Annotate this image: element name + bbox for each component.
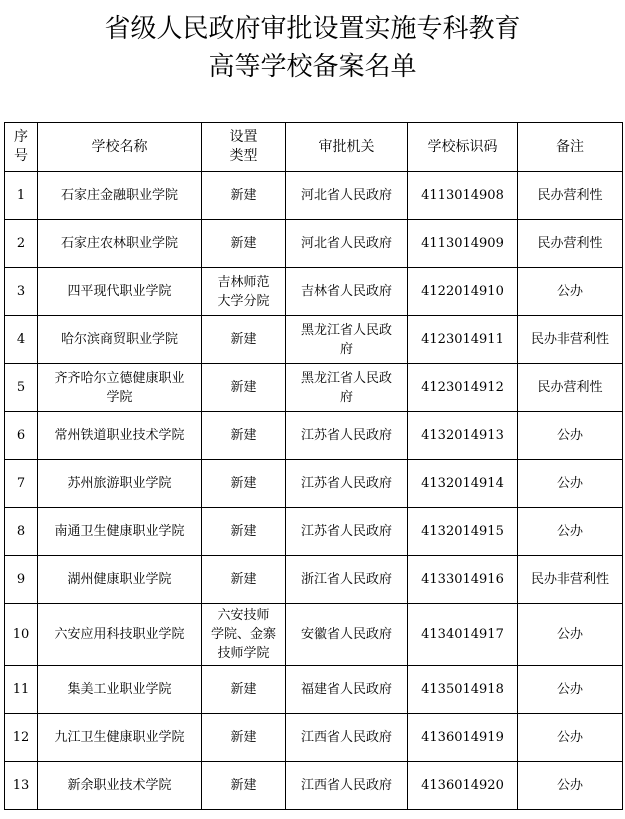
cell-school-code: 4135014918 [408, 666, 518, 714]
table-row [5, 220, 623, 268]
cell-setup-type [202, 412, 286, 460]
cell-setup-type-line: 技师学院 [217, 646, 270, 661]
table-body [5, 172, 623, 810]
cell-school-name-line: 石家庄农林职业学院 [60, 236, 178, 251]
school-filing-table [4, 122, 623, 810]
cell-approving-authority [286, 556, 408, 604]
cell-setup-type-line: 吉林师范 [217, 274, 270, 290]
header-remark: 备注 [518, 123, 623, 172]
cell-school-code: 4136014920 [408, 762, 518, 810]
header-school-name: 学校名称 [38, 123, 202, 172]
cell-index: 9 [5, 556, 38, 604]
cell-school-name [38, 364, 202, 412]
header-index-line: 号 [14, 148, 28, 164]
cell-school-name-line: 常州铁道职业技术学院 [54, 428, 185, 443]
cell-remark: 公办 [518, 666, 623, 714]
cell-index: 12 [5, 714, 38, 762]
cell-setup-type-line: 学院、金寨 [210, 627, 276, 642]
cell-approving-authority-line: 吉林省人民政府 [300, 284, 392, 299]
cell-index: 4 [5, 316, 38, 364]
cell-approving-authority-line: 江苏省人民政府 [300, 476, 392, 491]
cell-school-name-line: 石家庄金融职业学院 [60, 188, 178, 203]
cell-index: 6 [5, 412, 38, 460]
cell-setup-type [202, 460, 286, 508]
table-row [5, 556, 623, 604]
cell-school-name-line: 九江卫生健康职业学院 [54, 730, 185, 745]
cell-approving-authority [286, 172, 408, 220]
cell-setup-type [202, 364, 286, 412]
header-setup-type-line: 设置 [229, 129, 258, 145]
cell-approving-authority [286, 316, 408, 364]
cell-index: 8 [5, 508, 38, 556]
cell-school-name [38, 714, 202, 762]
cell-school-name-line: 湖州健康职业学院 [67, 572, 172, 587]
cell-school-code: 4123014911 [408, 316, 518, 364]
cell-approving-authority [286, 666, 408, 714]
cell-approving-authority-line: 江西省人民政府 [300, 778, 392, 793]
cell-school-name [38, 268, 202, 316]
cell-setup-type-line: 新建 [230, 476, 257, 491]
table-row [5, 508, 623, 556]
cell-approving-authority [286, 714, 408, 762]
cell-approving-authority-line: 浙江省人民政府 [300, 572, 392, 587]
cell-school-code: 4133014916 [408, 556, 518, 604]
cell-school-code: 4123014912 [408, 364, 518, 412]
cell-approving-authority-line: 江苏省人民政府 [300, 524, 392, 539]
cell-setup-type-line: 六安技师 [217, 608, 270, 623]
cell-setup-type-line: 新建 [230, 524, 257, 539]
cell-school-code: 4134014917 [408, 604, 518, 666]
cell-approving-authority-line: 河北省人民政府 [300, 236, 392, 251]
cell-index: 3 [5, 268, 38, 316]
table-row [5, 172, 623, 220]
cell-school-name [38, 556, 202, 604]
cell-school-name [38, 220, 202, 268]
cell-approving-authority-line: 江苏省人民政府 [300, 428, 392, 443]
cell-remark: 公办 [518, 604, 623, 666]
cell-school-name [38, 604, 202, 666]
cell-approving-authority [286, 268, 408, 316]
cell-setup-type [202, 220, 286, 268]
cell-school-code: 4132014913 [408, 412, 518, 460]
cell-remark: 公办 [518, 268, 623, 316]
table-row [5, 714, 623, 762]
table-row [5, 316, 623, 364]
cell-index: 7 [5, 460, 38, 508]
header-setup-type-line: 类型 [229, 148, 258, 164]
table-row [5, 604, 623, 666]
cell-school-name-line: 苏州旅游职业学院 [67, 476, 172, 491]
cell-school-name [38, 762, 202, 810]
cell-approving-authority [286, 460, 408, 508]
cell-setup-type [202, 762, 286, 810]
cell-school-code: 4113014908 [408, 172, 518, 220]
cell-setup-type [202, 316, 286, 364]
cell-setup-type [202, 666, 286, 714]
header-setup-type [202, 123, 286, 172]
header-school-code: 学校标识码 [408, 123, 518, 172]
header-approving-authority: 审批机关 [286, 123, 408, 172]
cell-setup-type-line: 新建 [230, 380, 257, 395]
cell-school-name-line: 四平现代职业学院 [67, 284, 172, 299]
cell-setup-type-line: 新建 [230, 428, 257, 443]
cell-remark: 公办 [518, 714, 623, 762]
cell-approving-authority [286, 364, 408, 412]
cell-setup-type-line: 新建 [230, 332, 257, 347]
cell-index: 5 [5, 364, 38, 412]
cell-remark: 公办 [518, 460, 623, 508]
table-row [5, 412, 623, 460]
cell-remark: 民办非营利性 [518, 316, 623, 364]
cell-approving-authority [286, 604, 408, 666]
cell-remark: 民办营利性 [518, 364, 623, 412]
cell-setup-type-line: 新建 [230, 730, 257, 745]
cell-remark: 民办营利性 [518, 172, 623, 220]
cell-setup-type-line: 新建 [230, 236, 257, 251]
cell-remark: 公办 [518, 412, 623, 460]
cell-setup-type-line: 大学分院 [217, 293, 270, 309]
cell-school-name-line: 学院 [106, 389, 133, 405]
cell-setup-type-line: 新建 [230, 682, 257, 697]
cell-setup-type [202, 714, 286, 762]
cell-setup-type [202, 268, 286, 316]
cell-approving-authority [286, 508, 408, 556]
cell-setup-type [202, 508, 286, 556]
cell-school-name-line: 六安应用科技职业学院 [54, 627, 185, 642]
cell-index: 1 [5, 172, 38, 220]
cell-setup-type-line: 新建 [230, 778, 257, 793]
cell-setup-type [202, 556, 286, 604]
cell-school-code: 4136014919 [408, 714, 518, 762]
cell-school-name [38, 666, 202, 714]
header-index [5, 123, 38, 172]
cell-index: 10 [5, 604, 38, 666]
cell-school-name-line: 集美工业职业学院 [67, 682, 172, 697]
cell-school-code: 4113014909 [408, 220, 518, 268]
cell-remark: 公办 [518, 508, 623, 556]
cell-setup-type-line: 新建 [230, 188, 257, 203]
document-title-line-1: 省级人民政府审批设置实施专科教育 [104, 14, 521, 44]
table-row [5, 460, 623, 508]
cell-approving-authority-line: 黑龙江省人民政 [300, 370, 392, 386]
cell-approving-authority [286, 412, 408, 460]
cell-remark: 民办营利性 [518, 220, 623, 268]
table-row [5, 364, 623, 412]
cell-school-name-line: 新余职业技术学院 [67, 778, 172, 793]
cell-approving-authority-line: 府 [339, 389, 353, 405]
document-title-line-2: 高等学校备案名单 [208, 52, 417, 82]
cell-school-name [38, 316, 202, 364]
cell-remark: 公办 [518, 762, 623, 810]
cell-setup-type [202, 604, 286, 666]
cell-approving-authority [286, 762, 408, 810]
cell-school-name [38, 460, 202, 508]
header-index-line: 序 [14, 129, 28, 145]
cell-index: 2 [5, 220, 38, 268]
cell-school-name [38, 172, 202, 220]
cell-index: 11 [5, 666, 38, 714]
table-row [5, 666, 623, 714]
cell-approving-authority-line: 江西省人民政府 [300, 730, 392, 745]
cell-approving-authority-line: 河北省人民政府 [300, 188, 392, 203]
cell-approving-authority-line: 福建省人民政府 [300, 682, 392, 697]
cell-remark: 民办非营利性 [518, 556, 623, 604]
cell-approving-authority [286, 220, 408, 268]
cell-school-name [38, 412, 202, 460]
cell-school-code: 4122014910 [408, 268, 518, 316]
cell-index: 13 [5, 762, 38, 810]
cell-school-name-line: 南通卫生健康职业学院 [54, 524, 185, 539]
cell-school-name [38, 508, 202, 556]
cell-school-name-line: 哈尔滨商贸职业学院 [60, 332, 178, 347]
cell-school-code: 4132014914 [408, 460, 518, 508]
table-header-row [5, 123, 623, 172]
cell-approving-authority-line: 府 [339, 341, 353, 357]
cell-school-name-line: 齐齐哈尔立德健康职业 [54, 370, 185, 386]
cell-setup-type-line: 新建 [230, 572, 257, 587]
cell-school-code: 4132014915 [408, 508, 518, 556]
table-row [5, 268, 623, 316]
table-row [5, 762, 623, 810]
cell-approving-authority-line: 黑龙江省人民政 [300, 322, 392, 338]
cell-setup-type [202, 172, 286, 220]
cell-approving-authority-line: 安徽省人民政府 [300, 627, 392, 642]
